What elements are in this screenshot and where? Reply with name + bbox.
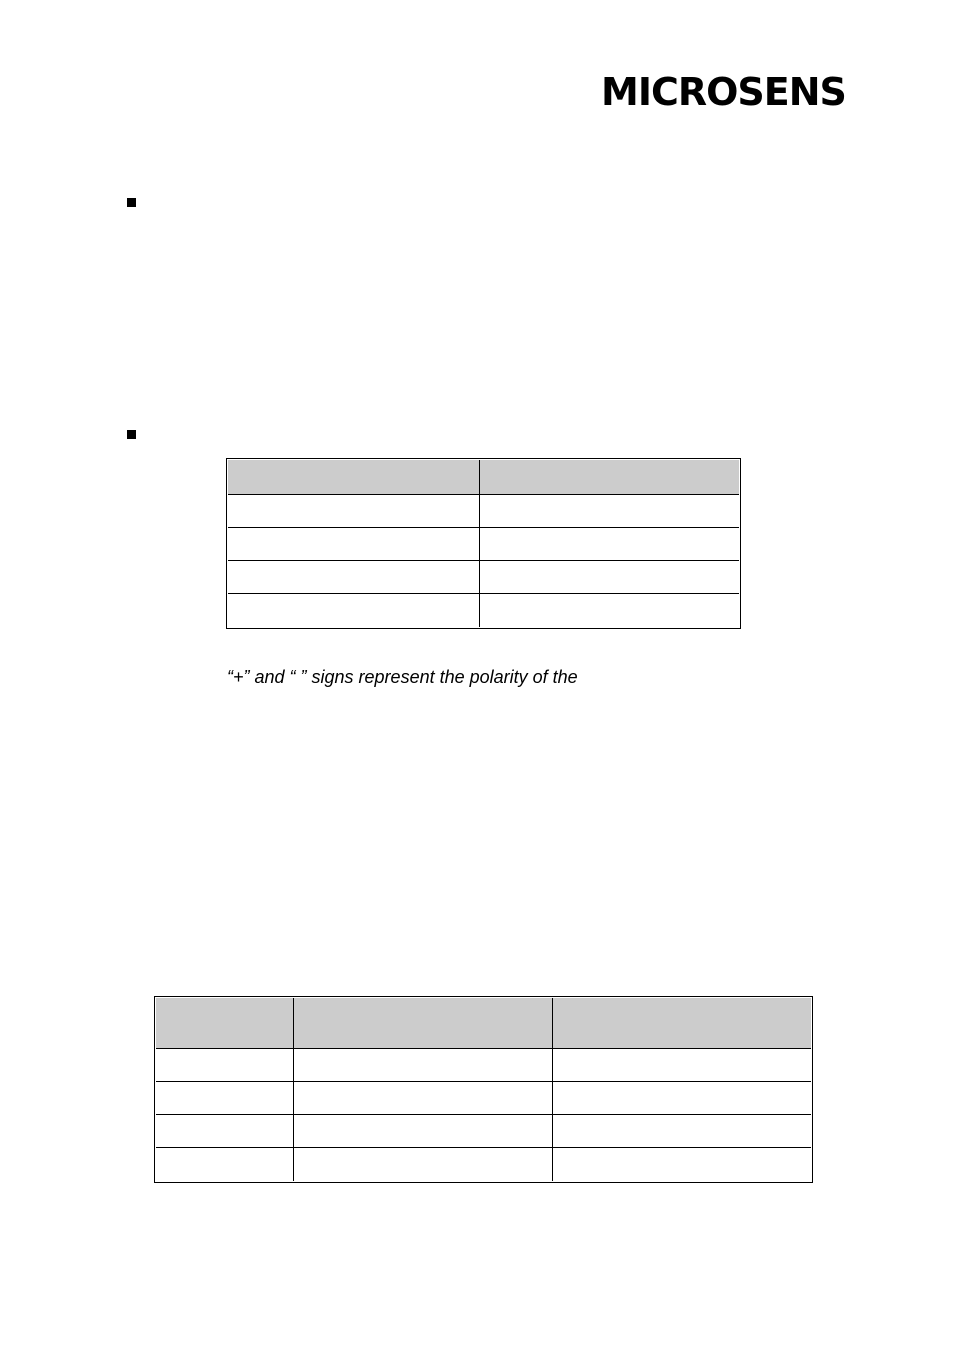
square-bullet-icon	[127, 198, 136, 207]
table-header-cell	[553, 998, 811, 1049]
table-signals	[154, 996, 813, 1183]
polarity-note: “+” and “ ” signs represent the polarity of the	[227, 667, 578, 687]
table-cell	[156, 1148, 294, 1181]
table-cell	[156, 1049, 294, 1082]
table-cell	[553, 1148, 811, 1181]
table-row	[228, 561, 739, 594]
table-row	[156, 1148, 811, 1181]
table-row	[228, 528, 739, 561]
table-header-cell	[156, 998, 294, 1049]
table-cell	[294, 1115, 553, 1148]
microsens-logo: MICROSENS	[601, 70, 846, 114]
table-header-row	[228, 460, 739, 495]
table-row	[228, 594, 739, 627]
table-cell	[228, 594, 480, 627]
table-cell	[228, 561, 480, 594]
table-row	[228, 495, 739, 528]
table-cell	[553, 1049, 811, 1082]
table-cell	[294, 1049, 553, 1082]
table-header-row	[156, 998, 811, 1049]
table-header-cell	[480, 460, 739, 495]
table-polarity	[226, 458, 741, 629]
table-header-cell	[294, 998, 553, 1049]
table-cell	[294, 1148, 553, 1181]
table-cell	[480, 528, 739, 561]
table-cell	[480, 561, 739, 594]
table-cell	[156, 1082, 294, 1115]
table-cell	[480, 495, 739, 528]
table-cell	[480, 594, 739, 627]
table-header-cell	[228, 460, 480, 495]
table-cell	[156, 1115, 294, 1148]
table-cell	[553, 1082, 811, 1115]
square-bullet-icon	[127, 430, 136, 439]
table-cell	[553, 1115, 811, 1148]
table-row	[156, 1115, 811, 1148]
table-cell	[294, 1082, 553, 1115]
table-cell	[228, 528, 480, 561]
table-row	[156, 1082, 811, 1115]
table-row	[156, 1049, 811, 1082]
table-cell	[228, 495, 480, 528]
